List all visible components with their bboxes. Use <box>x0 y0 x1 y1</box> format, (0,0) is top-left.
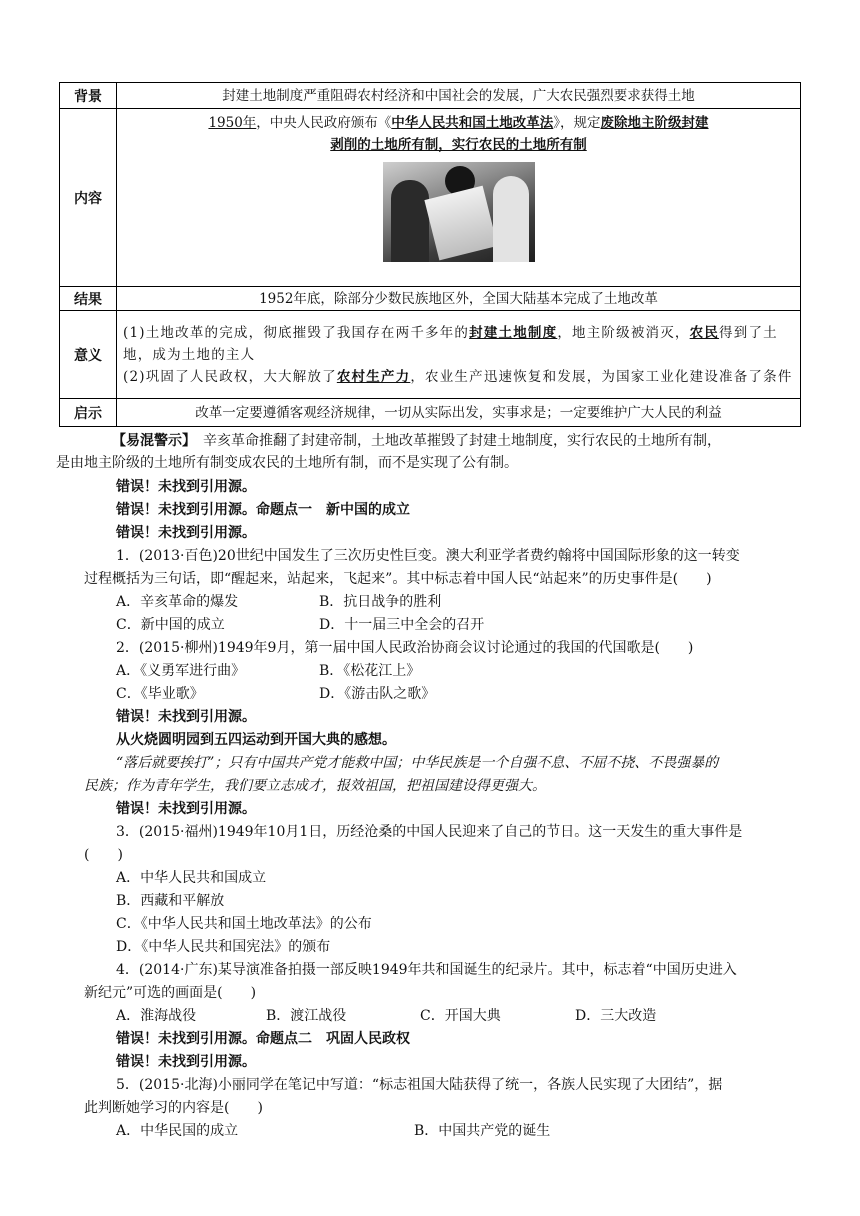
rule-part-b: 剥削的土地所有制，实行农民的土地所有制 <box>330 137 587 153</box>
feudal-land-system: 封建土地制度 <box>469 324 558 341</box>
significance-point-1 <box>123 322 794 366</box>
reference-error: 错误！未找到引用源。 <box>116 801 256 817</box>
peasants: 农民 <box>689 324 720 341</box>
q2-option-d: D．《游击队之歌》 <box>319 686 436 702</box>
row-header-content: 内容 <box>60 109 117 287</box>
content-line-1 <box>117 112 800 134</box>
reference-error: 错误！未找到引用源。 <box>116 709 256 725</box>
q2-option-c: C．《毕业歌》 <box>116 686 204 702</box>
question-1-line-2: 过程概括为三句话，即“醒起来，站起来，飞起来”。其中标志着中国人民“站起来”的历史事件是( ) <box>84 571 712 587</box>
q1-option-d: D．十一届三中全会的召开 <box>319 617 485 633</box>
q3-option-d: D．《中华人民共和国宪法》的颁布 <box>116 939 331 955</box>
sig-text: ，农业生产迅速恢复和发展，为国家工业化建设准备了条件 <box>410 368 793 385</box>
q4-option-a: A．淮海战役 <box>116 1008 197 1024</box>
historical-photo <box>383 162 535 262</box>
reference-error: 错误！未找到引用源。 <box>116 479 256 495</box>
background-cell: 封建土地制度严重阻碍农村经济和中国社会的发展，广大农民强烈要求获得土地 <box>117 83 801 109</box>
reference-error: 错误！未找到引用源。 <box>116 1031 256 1047</box>
q3-option-b: B．西藏和平解放 <box>116 893 225 909</box>
feeling-line-1: “落后就要挨打”；只有中国共产党才能救中国；中华民族是一个自强不息、不屈不挠、不畏强暴的 <box>116 755 719 771</box>
table-row <box>60 399 801 427</box>
table-row <box>60 109 801 287</box>
q4-option-c: C．开国大典 <box>420 1008 501 1024</box>
reference-error: 错误！未找到引用源。 <box>116 1054 256 1070</box>
content-text: 》，规定 <box>553 115 601 131</box>
feeling-title: 从火烧圆明园到五四运动到开国大典的感想。 <box>116 732 396 748</box>
q5-option-b: B．中国共产党的诞生 <box>414 1123 551 1139</box>
land-reform-law: 中华人民共和国土地改革法 <box>391 115 554 131</box>
warning-label: 【易混警示】 <box>112 433 189 449</box>
significance-cell <box>117 311 801 399</box>
land-reform-table <box>59 82 801 427</box>
row-header-background: 背景 <box>60 83 117 109</box>
enlightenment-cell: 改革一定要遵循客观经济规律，一切从实际出发，实事求是；一定要维护广大人民的利益 <box>117 399 801 427</box>
question-5-line-2: 此判断她学习的内容是( ) <box>84 1100 263 1116</box>
sig-text: ，地主阶级被消灭， <box>557 324 690 341</box>
point-heading-1 <box>116 499 410 521</box>
year-1950: 1950年 <box>208 115 257 131</box>
question-4-line-2: 新纪元”可选的画面是( ) <box>84 985 257 1001</box>
reference-error: 错误！未找到引用源。 <box>116 502 256 518</box>
rural-productivity: 农村生产力 <box>336 368 411 385</box>
table-row <box>60 287 801 311</box>
row-header-result: 结果 <box>60 287 117 311</box>
row-header-significance: 意义 <box>60 311 117 399</box>
q4-option-d: D．三大改造 <box>575 1008 657 1024</box>
sig-text: 得到了土地，成为土地的主人 <box>123 324 778 363</box>
warning-text: 辛亥革命推翻了封建帝制，土地改革摧毁了封建土地制度，实行农民的土地所有制， <box>189 433 721 449</box>
q4-option-b: B．渡江战役 <box>266 1008 347 1024</box>
question-4-line-1: 4．(2014·广东)某导演准备拍摄一部反映1949年共和国诞生的纪录片。其中，标志着“中国历史进入 <box>116 962 737 978</box>
q5-option-a: A．中华民国的成立 <box>116 1123 239 1139</box>
q1-option-c: C．新中国的成立 <box>116 617 225 633</box>
reference-error: 错误！未找到引用源。 <box>116 525 256 541</box>
point-title: 命题点一 新中国的成立 <box>256 502 410 518</box>
content-cell <box>117 109 801 287</box>
point-title: 命题点二 巩固人民政权 <box>256 1031 410 1047</box>
question-1-line-1: 1．(2013·百色)20世纪中国发生了三次历史性巨变。澳大利亚学者费约翰将中国国际形象的这一转变 <box>116 548 740 564</box>
sig-text: (1)土地改革的完成，彻底摧毁了我国存在两千多年的 <box>123 324 470 341</box>
content-text: ，中央人民政府颁布《 <box>256 115 392 131</box>
point-heading-2 <box>116 1028 410 1050</box>
table-row <box>60 311 801 399</box>
q3-option-a: A．中华人民共和国成立 <box>116 870 267 886</box>
q1-option-a: A．辛亥革命的爆发 <box>116 594 239 610</box>
q2-option-a: A．《义勇军进行曲》 <box>116 663 246 679</box>
rule-part-a: 废除地主阶级封建 <box>600 115 709 131</box>
question-2-line-1: 2．(2015·柳州)1949年9月，第一届中国人民政治协商会议讨论通过的我国的代国歌是( ) <box>116 640 694 656</box>
content-line-2 <box>117 134 800 156</box>
warning-note <box>56 430 804 474</box>
q3-option-c: C．《中华人民共和国土地改革法》的公布 <box>116 916 372 932</box>
question-3-line-2: ( ) <box>84 847 123 863</box>
table-row <box>60 83 801 109</box>
row-header-enlightenment: 启示 <box>60 399 117 427</box>
sig-text: (2)巩固了人民政权，大大解放了 <box>123 368 337 385</box>
q1-option-b: B．抗日战争的胜利 <box>319 594 442 610</box>
result-cell: 1952年底，除部分少数民族地区外，全国大陆基本完成了土地改革 <box>117 287 801 311</box>
warning-text: 是由地主阶级的土地所有制变成农民的土地所有制，而不是实现了公有制。 <box>56 455 518 471</box>
question-3-line-1: 3．(2015·福州)1949年10月1日，历经沧桑的中国人民迎来了自己的节日。这一天发生的重大事件是 <box>116 824 743 840</box>
feeling-line-2: 民族；作为青年学生，我们要立志成才，报效祖国，把祖国建设得更强大。 <box>84 778 546 794</box>
question-5-line-1: 5．(2015·北海)小丽同学在笔记中写道：“标志祖国大陆获得了统一，各族人民实现了大团结”，据 <box>116 1077 723 1093</box>
q2-option-b: B．《松花江上》 <box>319 663 421 679</box>
significance-point-2 <box>123 366 794 388</box>
